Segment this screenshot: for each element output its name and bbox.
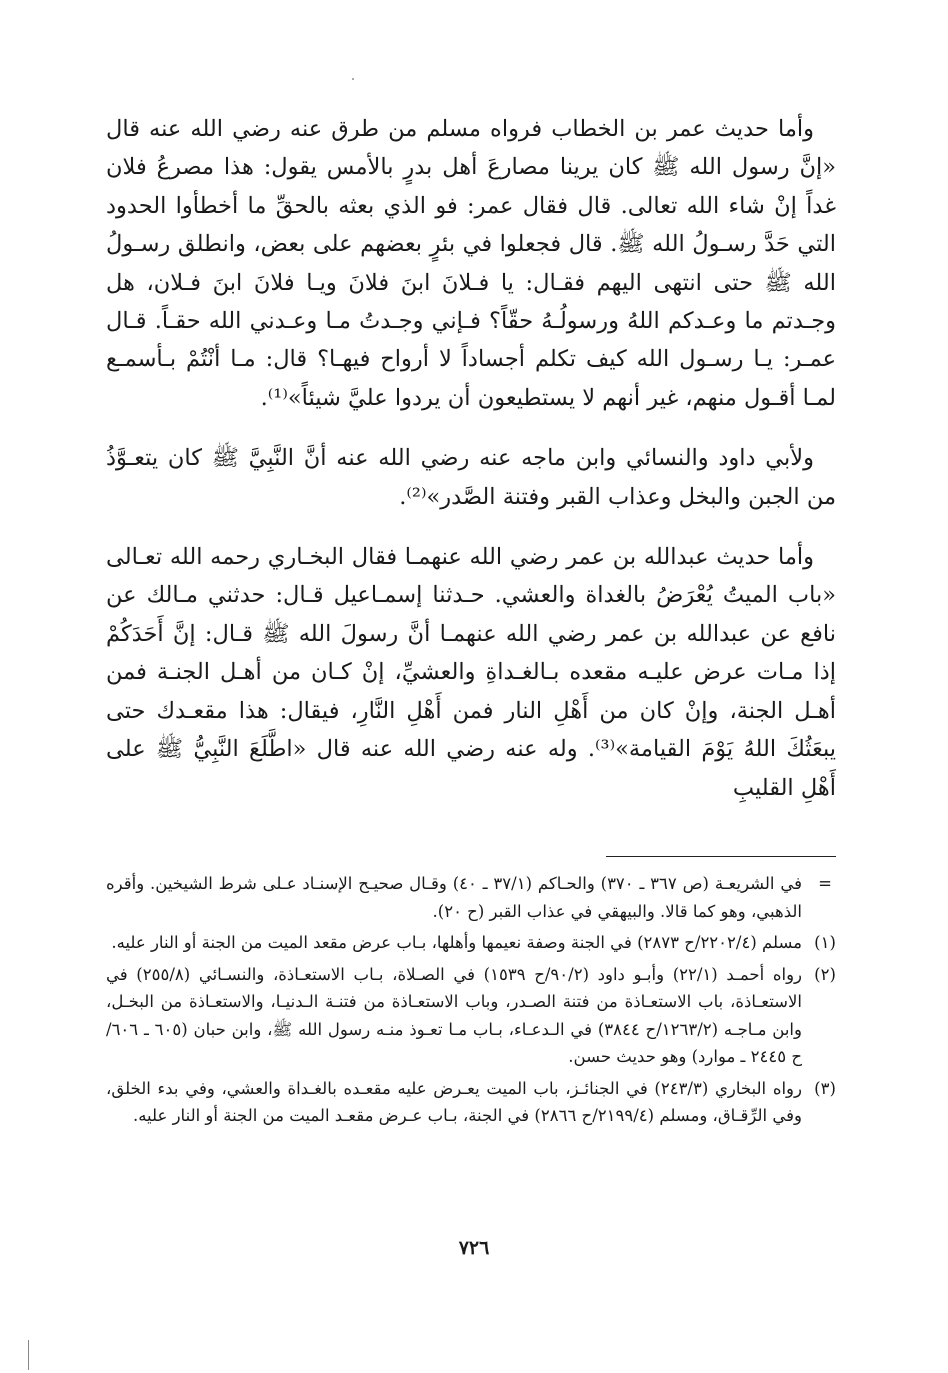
footnote-1: [106, 929, 848, 957]
footnote-mark: (٣): [814, 1078, 836, 1098]
footnote-text: رواه البخاري (٢٤٣/٣) في الجنائـز، باب الميت يعـرض عليه مقعـده بالغـداة والعشي، وفي بدء الخلق، وفي الرِّقـاق، ومسلم (٢١٩٩/٤/ح ٢٨٦٦) في الجنة، بـاب عـرض مقعـد الميت من الجنة أو النار عليه.: [106, 1078, 802, 1125]
footnote-separator: [606, 856, 836, 857]
footnote-mark: (٢): [814, 964, 836, 984]
paragraph-abdullah-hadith: وأما حديث عبدالله بن عمر رضي الله عنهمـا فقال البخـاري رحمه الله تعـالى «باب الميتُ يُعْرَضُ بالغداة والعشي. حـدثنا إسمـاعيل قـال: حدثني مـالك عن نافع عن عبدالله بن عمر رضي الله عنهمـا أنَّ رسولَ الله ﷺ قـال: إنَّ أَحَدَكُمْ إذا مـات عرض عليـه مقعده بـالغـداةِ والعشيِّ، إنْ كـان من أهـل الجنـة فمن أهـل الجنة، وإنْ كان من أَهْلِ النار فمن أَهْلِ النَّارِ، فيقال: هذا مقعـدك حتى يبعَثُكَ اللهُ يَوْمَ القيامة»⁽³⁾. وله عنه رضي الله عنه قال «اطَّلَعَ النَّبِيُّ ﷺ على أَهْلِ القليبِ: [106, 544, 836, 801]
footnote-text: رواه أحمـد (٢٢/١) وأبـو داود (٩٠/٢/ح ١٥٣٩) في الصـلاة، بـاب الاستعـاذة، والنسـائي (٢٥٥/٨) في الاستعـاذة، باب الاستعـاذة من فتنة الصـدر، وباب الاستعـاذة من فتنـة الـدنيـا، والاستعـاذة من البخـل، وابن مـاجـه (١٢٦٣/٢/ح ٣٨٤٤) في الـدعـاء، بـاب مـا تعـوذ منـه رسول الله ﷺ، وابن حبان (٦٠٥ ـ ٦٠٦/ح ٢٤٤٥ ـ موارد) وهو حديث حسن.: [106, 964, 803, 1066]
footnote-text: مسلم (٢٢٠٢/٤/ح ٢٨٧٣) في الجنة وصفة نعيمها وأهلها، بـاب عرض مقعد الميت من الجنة أو النار عليه.: [111, 933, 802, 952]
main-text: [106, 110, 836, 829]
footnote-mark: (١): [814, 933, 836, 952]
scan-edge-mark: [28, 1340, 29, 1370]
paragraph-umar-hadith: وأما حديث عمر بن الخطاب فرواه مسلم من طرق عنه رضي الله عنه قال «إنَّ رسول الله ﷺ كان يرينا مصارعَ أهل بدرٍ بالأمس يقول: هذا مصرعُ فلان غداً إنْ شاء الله تعالى. قال فقال عمر: فو الذي بعثه بالحقِّ ما أخطأوا الحدود التي حَدَّ رسـولُ الله ﷺ. قال فجعلوا في بئرٍ بعضهم على بعض، وانطلق رسـولُ الله ﷺ حتى انتهى اليهم فقـال: يا فـلانَ ابنَ فلانَ ويـا فلانَ ابنَ فـلان، هل وجـدتم ما وعـدكم اللهُ ورسولُـهُ حقّاً؟ فـإني وجـدتُ مـا وعـدني الله حقـاً. قـال عمـر: يـا رسـول الله كيف تكلم أجساداً لا أرواح فيهـا؟ قال: مـا أنْتُمْ بـأسمـع لمـا أقـول منهم، غير أنهم لا يستطيعون أن يردوا عليَّ شيئاً»⁽¹⁾.: [106, 116, 836, 411]
footnote-text: في الشريعـة (ص ٣٦٧ ـ ٣٧٠) والحـاكم (٣٧/١ ـ ٤٠) وقـال صحيـح الإسنـاد عـلى شرط الشيخين. وأقره الذهبي، وهو كما قالا. والبيهقي في عذاب القبر (ح ٢٠).: [106, 874, 802, 921]
footnote-continued: [106, 870, 848, 925]
footnote-mark: =: [818, 874, 832, 893]
footnote-2: [106, 961, 848, 1071]
footnote-3: [106, 1075, 848, 1130]
page-number: ٧٢٦: [458, 1237, 490, 1259]
paragraph-abu-dawud: ولأبي داود والنسائي وابن ماجه عنه رضي الله عنه أنَّ النَّبِيَّ ﷺ كان يتعـوَّذُ من الجبن والبخل وعذاب القبر وفتنة الصَّدر»⁽²⁾.: [106, 445, 836, 510]
scan-speck: [352, 78, 354, 80]
footnotes: [106, 870, 848, 1134]
